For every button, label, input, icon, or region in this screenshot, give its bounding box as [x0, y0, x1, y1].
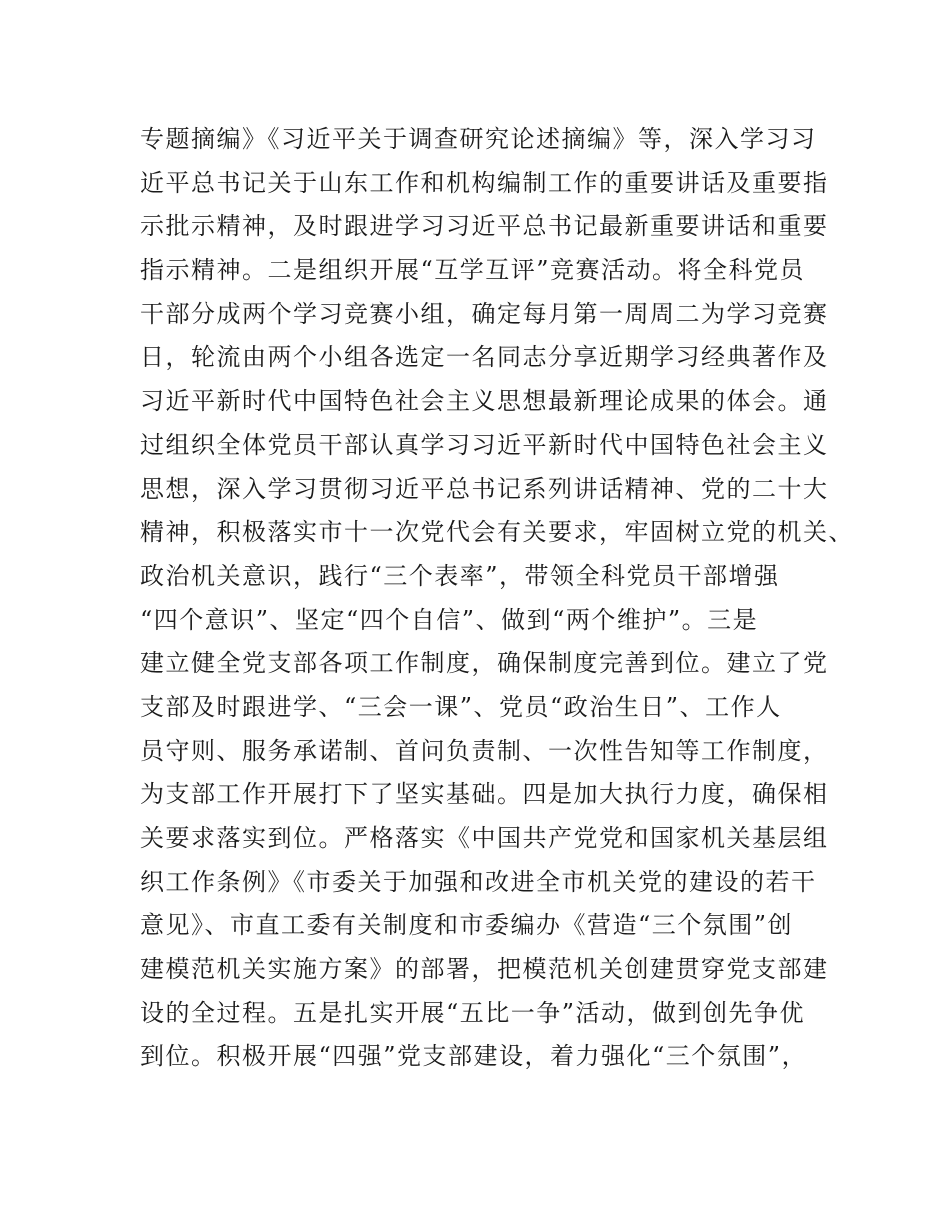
- text-line-18: 织工作条例》《市委关于加强和改进全市机关党的建设的若干: [140, 867, 817, 896]
- text-line-6: 日，轮流由两个小组各选定一名同志分享近期学习经典著作及: [140, 343, 829, 372]
- text-line-2: 近平总书记关于山东工作和机构编制工作的重要讲话及重要指: [140, 168, 829, 197]
- text-line-17: 关要求落实到位。严格落实《中国共产党党和国家机关基层组: [140, 824, 829, 852]
- text-line-11: 政治机关意识，践行“三个表率”，带领全科党员干部增强: [140, 561, 780, 590]
- text-line-19: 意见》、市直工委有关制度和市委编办《营造“三个氛围”创: [140, 911, 794, 940]
- text-line-15: 员守则、服务承诺制、首问负责制、一次性告知等工作制度，: [140, 736, 829, 765]
- text-line-14: 支部及时跟进学、“三会一课”、党员“政治生日”、工作人: [140, 692, 782, 721]
- text-line-13: 建立健全党支部各项工作制度，确保制度完善到位。建立了党: [140, 649, 829, 678]
- text-line-5: 干部分成两个学习竞赛小组，确定每月第一周周二为学习竞赛: [140, 299, 829, 328]
- text-line-9: 思想，深入学习贯彻习近平总书记系列讲话精神、党的二十大: [140, 474, 829, 503]
- text-line-10: 精神，积极落实市十一次党代会有关要求，牢固树立党的机关、: [140, 518, 854, 547]
- text-line-16: 为支部工作开展打下了坚实基础。四是加大执行力度，确保相: [140, 780, 829, 809]
- text-line-21: 设的全过程。五是扎实开展“五比一争”活动，做到创先争优: [140, 998, 806, 1027]
- text-line-1: 专题摘编》《习近平关于调查研究论述摘编》等，深入学习习: [140, 125, 817, 153]
- text-line-22: 到位。积极开展“四强”党支部建设，着力强化“三个氛围”，: [140, 1042, 808, 1071]
- text-line-3: 示批示精神，及时跟进学习习近平总书记最新重要讲话和重要: [140, 212, 829, 241]
- text-line-8: 过组织全体党员干部认真学习习近平新时代中国特色社会主义: [140, 430, 829, 459]
- body-paragraph: [140, 118, 854, 1079]
- text-line-12: “四个意识”、坚定“四个自信”、做到“两个维护”。三是: [140, 605, 759, 634]
- text-line-7: 习近平新时代中国特色社会主义思想最新理论成果的体会。通: [140, 387, 829, 416]
- text-line-20: 建模范机关实施方案》的部署，把模范机关创建贯穿党支部建: [140, 955, 829, 984]
- text-line-4: 指示精神。二是组织开展“互学互评”竞赛活动。将全科党员: [140, 256, 806, 285]
